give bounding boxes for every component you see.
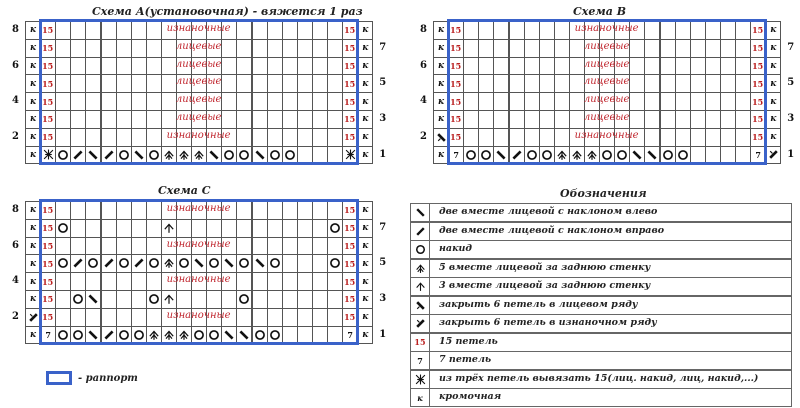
edge-stitch-cell: к xyxy=(765,21,781,40)
fifteen-stitches-cell: 15 xyxy=(40,308,56,327)
three-together-icon xyxy=(411,278,430,295)
scheme-a-grid xyxy=(12,21,387,163)
row-instruction: лицевые xyxy=(175,40,222,52)
legend-item-label: 3 вместе лицевой за заднюю стенку xyxy=(439,280,651,291)
edge-stitch-cell: к xyxy=(765,110,781,129)
fifteen-stitches-cell: 15 xyxy=(342,254,358,273)
row-instruction: лицевые xyxy=(583,112,630,123)
edge-stitch-cell: к xyxy=(25,21,41,40)
fifteen-stitches-cell: 15 xyxy=(40,74,56,93)
edge-stitch-cell: к xyxy=(25,254,41,273)
legend-item-label: 5 вместе лицевой за заднюю стенку xyxy=(439,261,651,273)
row-instruction: лицевые xyxy=(583,58,630,70)
row-number-left: 2 xyxy=(12,310,19,322)
fifteen-stitches-cell: 15 xyxy=(750,39,766,58)
edge-stitch-cell: к xyxy=(765,57,781,76)
fifteen-stitches-cell: 15 xyxy=(750,21,766,40)
legend-item xyxy=(410,314,792,333)
edge-stitch-cell: к xyxy=(357,219,373,238)
fifteen-stitches-cell: 15 xyxy=(342,290,358,309)
five-together-icon xyxy=(411,260,430,277)
row-number-right: 7 xyxy=(379,41,387,53)
scheme-b-grid xyxy=(420,21,795,163)
legend-item-label: 7 петель xyxy=(439,354,492,365)
row-number-right: 3 xyxy=(787,113,795,124)
edge-stitch-cell: к xyxy=(433,21,449,40)
legend-item xyxy=(410,203,792,222)
bind-off-purl-icon xyxy=(411,315,430,332)
bind-off-knit-icon xyxy=(411,297,430,314)
row-number-left: 8 xyxy=(12,204,19,215)
legend-item xyxy=(410,259,792,278)
legend-item xyxy=(410,222,792,241)
edge-stitch-cell: к xyxy=(25,326,41,345)
fifteen-stitches-cell: 15 xyxy=(40,254,56,273)
row-instruction: лицевые xyxy=(175,58,222,70)
legend-item-label: закрыть 6 петель в изнаночном ряду xyxy=(439,317,657,328)
edge-stitch-cell: к xyxy=(357,237,373,256)
edge-stitch-cell: к xyxy=(25,74,41,93)
edge-stitch-cell: к xyxy=(433,110,449,129)
row-number-right: 1 xyxy=(379,148,387,160)
edge-stitch-cell: к xyxy=(357,272,373,291)
row-instruction: изнаночные xyxy=(166,274,231,286)
fifteen-stitches-cell: 15 xyxy=(342,21,358,40)
edge-stitch-cell: к xyxy=(433,146,449,165)
legend-title: Обозначения xyxy=(560,187,647,200)
yarn-over-icon xyxy=(411,241,430,258)
fifteen-stitches-cell: 15 xyxy=(448,92,464,111)
fifteen-stitches-cell: 15 xyxy=(40,272,56,291)
fifteen-stitches-cell: 15 xyxy=(40,219,56,238)
row-instruction: изнаночные xyxy=(574,23,639,34)
seven-stitches-cell: 7 xyxy=(40,326,56,345)
from-three-make-15-icon xyxy=(411,371,430,388)
fifteen-stitches-cell: 15 xyxy=(342,74,358,93)
edge-stitch-cell: к xyxy=(433,57,449,76)
fifteen-stitches-cell: 15 xyxy=(750,74,766,93)
row-number-right: 7 xyxy=(379,221,387,233)
edge-stitch-cell: к xyxy=(25,219,41,238)
fifteen-stitches-cell: 15 xyxy=(448,128,464,147)
fifteen-stitches-icon: 15 xyxy=(411,334,430,351)
fifteen-stitches-cell: 15 xyxy=(342,201,358,220)
fifteen-stitches-cell: 15 xyxy=(40,201,56,220)
row-number-left: 8 xyxy=(420,24,427,35)
fifteen-stitches-cell: 15 xyxy=(342,39,358,58)
fifteen-stitches-cell: 15 xyxy=(40,39,56,58)
fifteen-stitches-cell: 15 xyxy=(448,74,464,93)
fifteen-stitches-cell: 15 xyxy=(40,128,56,147)
row-instruction: лицевые xyxy=(583,40,630,52)
row-instruction: изнаночные xyxy=(166,309,231,321)
row-number-right: 5 xyxy=(379,257,387,269)
edge-stitch-cell: к xyxy=(25,57,41,76)
fifteen-stitches-cell: 15 xyxy=(750,128,766,147)
row-number-left: 2 xyxy=(420,130,427,142)
legend-item-label: накид xyxy=(439,243,473,254)
row-number-right: 5 xyxy=(379,77,387,89)
edge-stitch-cell: к xyxy=(357,21,373,40)
row-number-right: 1 xyxy=(379,328,387,340)
row-number-left: 4 xyxy=(12,275,19,287)
fifteen-stitches-cell: 15 xyxy=(40,57,56,76)
seven-stitches-cell: 7 xyxy=(342,326,358,345)
edge-stitch-cell: к xyxy=(357,57,373,76)
row-number-right: 1 xyxy=(787,148,795,160)
row-instruction: лицевые xyxy=(175,76,222,88)
edge-stitch-cell: к xyxy=(357,74,373,93)
edge-stitch-cell: к xyxy=(25,146,41,165)
legend-item-label: закрыть 6 петель в лицевом ряду xyxy=(439,298,638,310)
scheme-b-title: Схема В xyxy=(573,5,627,18)
fifteen-stitches-cell: 15 xyxy=(448,39,464,58)
edge-stitch-cell: к xyxy=(765,39,781,58)
rapport-box xyxy=(39,199,359,345)
edge-stitch-cell: к xyxy=(25,128,41,147)
edge-stitch-cell: к xyxy=(357,110,373,129)
edge-stitch-cell: к xyxy=(765,74,781,93)
seven-stitches-cell: 7 xyxy=(448,146,464,165)
fifteen-stitches-cell: 15 xyxy=(342,128,358,147)
legend-item xyxy=(410,333,792,352)
row-number-right: 7 xyxy=(787,41,795,53)
fifteen-stitches-cell: 15 xyxy=(342,110,358,129)
edge-stitch-cell: к xyxy=(25,237,41,256)
edge-stitch-cell: к xyxy=(25,272,41,291)
row-instruction: лицевые xyxy=(175,112,222,123)
fifteen-stitches-cell: 15 xyxy=(342,92,358,111)
edge-stitch-cell: к xyxy=(25,201,41,220)
row-number-right: 3 xyxy=(379,293,387,304)
rapport-legend-box xyxy=(46,371,72,385)
row-instruction: лицевые xyxy=(583,76,630,88)
row-number-left: 8 xyxy=(12,24,19,35)
legend-item xyxy=(410,240,792,259)
edge-stitch-cell: к xyxy=(357,128,373,147)
fifteen-stitches-cell: 15 xyxy=(448,21,464,40)
row-number-left: 2 xyxy=(12,130,19,142)
rapport-legend-text: - раппорт xyxy=(78,373,138,384)
row-instruction: лицевые xyxy=(175,94,222,106)
fifteen-stitches-cell: 15 xyxy=(342,272,358,291)
row-number-right: 3 xyxy=(379,113,387,124)
seven-stitches-cell: 7 xyxy=(750,146,766,165)
edge-stitch-cell: к xyxy=(25,92,41,111)
edge-stitch-cell: к xyxy=(357,308,373,327)
row-number-right: 5 xyxy=(787,77,795,89)
row-number-left: 6 xyxy=(12,59,19,71)
legend-item-label: 15 петель xyxy=(439,335,498,347)
edge-stitch-cell: к xyxy=(25,110,41,129)
fifteen-stitches-cell: 15 xyxy=(750,110,766,129)
row-number-left: 6 xyxy=(12,239,19,251)
row-instruction: лицевые xyxy=(583,94,630,106)
fifteen-stitches-cell: 15 xyxy=(342,219,358,238)
rapport-box xyxy=(39,19,359,165)
edge-stitch-cell: к xyxy=(357,146,373,165)
fifteen-stitches-cell: 15 xyxy=(40,290,56,309)
fifteen-stitches-cell: 15 xyxy=(750,92,766,111)
legend-item xyxy=(410,277,792,296)
legend-item-label: из трёх петель вывязать 15(лиц. накид, лиц, накид,...) xyxy=(439,372,759,384)
edge-stitch-cell: к xyxy=(765,92,781,111)
edge-stitch-cell: к xyxy=(357,92,373,111)
left-slant-icon xyxy=(411,204,430,221)
row-number-left: 4 xyxy=(12,95,19,107)
legend-item xyxy=(410,351,792,370)
fifteen-stitches-cell: 15 xyxy=(40,21,56,40)
right-slant-icon xyxy=(411,223,430,240)
fifteen-stitches-cell: 15 xyxy=(40,110,56,129)
fifteen-stitches-cell: 15 xyxy=(342,308,358,327)
legend-item xyxy=(410,296,792,315)
row-instruction: изнаночные xyxy=(166,203,231,214)
row-number-left: 6 xyxy=(420,59,427,71)
edge-stitch-cell: к xyxy=(357,201,373,220)
fifteen-stitches-cell: 15 xyxy=(40,237,56,256)
fifteen-stitches-cell: 15 xyxy=(448,110,464,129)
edge-stitch-cell: к xyxy=(433,74,449,93)
edge-stitch-cell: к xyxy=(433,39,449,58)
fifteen-stitches-cell: 15 xyxy=(342,57,358,76)
scheme-a-title: Схема А(установочная) - вяжется 1 раз xyxy=(92,5,363,18)
edge-stitch-cell: к xyxy=(433,92,449,111)
legend-item-label: кромочная xyxy=(439,391,502,402)
seven-stitches-icon: 7 xyxy=(411,352,430,369)
rapport-box xyxy=(447,19,767,165)
legend-item xyxy=(410,370,792,389)
scheme-c-title: Схема С xyxy=(158,184,211,197)
row-instruction: изнаночные xyxy=(574,129,639,141)
fifteen-stitches-cell: 15 xyxy=(342,237,358,256)
edge-stitch-cell: к xyxy=(357,254,373,273)
row-number-left: 4 xyxy=(420,95,427,107)
row-instruction: изнаночные xyxy=(166,23,231,34)
scheme-c-grid xyxy=(12,201,387,343)
edge-stitch-cell: к xyxy=(25,39,41,58)
edge-stitch-cell: к xyxy=(357,39,373,58)
legend-item xyxy=(410,388,792,407)
edge-stitch-icon: к xyxy=(411,389,430,406)
fifteen-stitches-cell: 15 xyxy=(448,57,464,76)
row-instruction: изнаночные xyxy=(166,238,231,250)
legend-item-label: две вместе лицевой с наклоном вправо xyxy=(439,224,665,236)
row-instruction: изнаночные xyxy=(166,129,231,141)
edge-stitch-cell: к xyxy=(357,290,373,309)
fifteen-stitches-cell: 15 xyxy=(40,92,56,111)
edge-stitch-cell: к xyxy=(25,290,41,309)
fifteen-stitches-cell: 15 xyxy=(750,57,766,76)
bind-off-purl-icon xyxy=(765,146,781,165)
legend-item-label: две вместе лицевой с наклоном влево xyxy=(439,206,658,217)
edge-stitch-cell: к xyxy=(765,128,781,147)
edge-stitch-cell: к xyxy=(357,326,373,345)
